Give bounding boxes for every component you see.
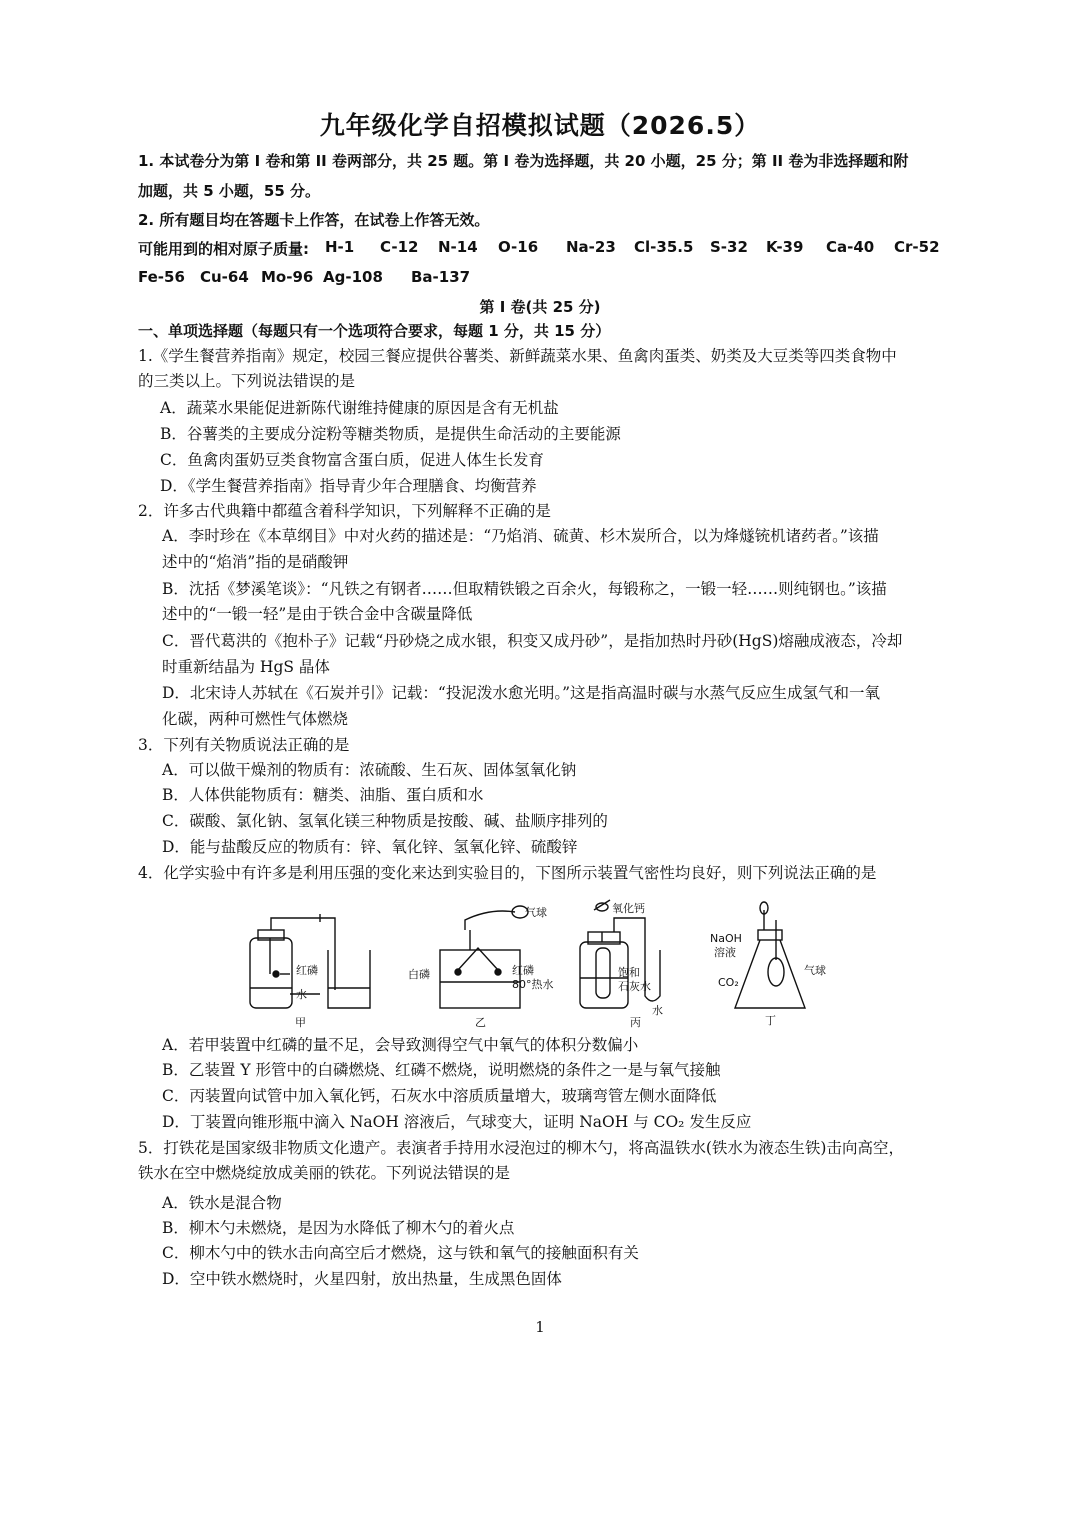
- label-ding-naoh: NaOH: [710, 932, 742, 945]
- label-bing: 丙: [630, 1016, 641, 1029]
- q2-option-b-line-2: 述中的“一锻一轻”是由于铁合金中含碳量降低: [162, 605, 473, 623]
- page-number: 1: [535, 1318, 545, 1336]
- q1-option-d: D．《学生餐营养指南》指导青少年合理膳食、均衡营养: [160, 477, 537, 495]
- label-bing-calcium-oxide: 氧化钙: [612, 902, 645, 915]
- instruction-line-3: 2. 所有题目均在答题卡上作答，在试卷上作答无效。: [138, 211, 490, 229]
- label-jia-water: 水: [296, 988, 307, 1001]
- apparatus-jia: [250, 914, 370, 1008]
- instruction-line-2: 加题，共 5 小题，55 分。: [138, 182, 320, 200]
- mass-item: Cl-35.5: [634, 238, 694, 256]
- masses-label: 可能用到的相对原子质量:: [138, 240, 309, 258]
- label-ding: 丁: [765, 1014, 776, 1027]
- mass-item: C-12: [380, 238, 419, 256]
- q2-option-b-line-1: B．沈括《梦溪笔谈》：“凡铁之有钢者……但取精铁锻之百余火，每锻称之，一锻一轻……则纯钢也。”该描: [162, 580, 887, 598]
- q1-option-b: B．谷薯类的主要成分淀粉等糖类物质，是提供生命活动的主要能源: [160, 425, 621, 443]
- q2-stem: 2．许多古代典籍中都蕴含着科学知识，下列解释不正确的是: [138, 502, 551, 520]
- label-jia-red-phosphorus: 红磷: [296, 964, 318, 977]
- q2-option-c-line-1: C．晋代葛洪的《抱朴子》记载“丹砂烧之成水银，积变又成丹砂”，是指加热时丹砂(HgS)熔融成液态，冷却: [162, 632, 903, 650]
- mass-item: Ca-40: [826, 238, 875, 256]
- q2-option-d-line-2: 化碳，两种可燃性气体燃烧: [162, 710, 349, 728]
- label-bing-water: 水: [652, 1004, 663, 1017]
- label-ding-balloon: 气球: [804, 964, 826, 977]
- label-yi: 乙: [475, 1016, 486, 1029]
- mass-item: O-16: [498, 238, 539, 256]
- q3-stem: 3．下列有关物质说法正确的是: [138, 736, 350, 754]
- mass-item: S-32: [710, 238, 748, 256]
- apparatus-figure: [230, 890, 850, 1030]
- mass-item: Ag-108: [323, 268, 383, 286]
- q5-option-c: C．柳木勺中的铁水击向高空后才燃烧，这与铁和氧气的接触面积有关: [162, 1244, 639, 1262]
- q3-option-d: D．能与盐酸反应的物质有：锌、氧化锌、氢氧化锌、硫酸锌: [162, 838, 578, 856]
- mass-item: Ba-137: [411, 268, 471, 286]
- label-ding-solution: 溶液: [714, 946, 736, 959]
- mass-item: Cu-64: [200, 268, 249, 286]
- mass-item: N-14: [438, 238, 478, 256]
- q3-option-a: A．可以做干燥剂的物质有：浓硫酸、生石灰、固体氢氧化钠: [162, 761, 577, 779]
- label-yi-white-phosphorus: 白磷: [408, 968, 430, 981]
- mass-item: Mo-96: [261, 268, 314, 286]
- mass-item: Fe-56: [138, 268, 185, 286]
- q4-option-a: A．若甲装置中红磷的量不足，会导致测得空气中氧气的体积分数偏小: [162, 1036, 639, 1054]
- q5-option-a: A．铁水是混合物: [162, 1194, 282, 1212]
- q3-option-c: C．碳酸、氯化钠、氢氧化镁三种物质是按酸、碱、盐顺序排列的: [162, 812, 608, 830]
- q5-stem-line-2: 铁水在空中燃烧绽放成美丽的铁花。下列说法错误的是: [138, 1164, 511, 1182]
- mass-item: H-1: [325, 238, 355, 256]
- q5-stem-line-1: 5．打铁花是国家级非物质文化遗产。表演者手持用水浸泡过的柳木勺，将高温铁水(铁水为液态生铁)击向高空，: [138, 1139, 904, 1157]
- label-yi-hot-water: 80°热水: [512, 978, 554, 991]
- label-bing-saturated: 饱和: [618, 966, 640, 979]
- apparatus-ding: [735, 902, 805, 1008]
- mass-item: K-39: [766, 238, 804, 256]
- q4-option-c: C．丙装置向试管中加入氧化钙，石灰水中溶质质量增大，玻璃弯管左侧水面降低: [162, 1087, 717, 1105]
- q4-option-b: B．乙装置 Y 形管中的白磷燃烧、红磷不燃烧，说明燃烧的条件之一是与氧气接触: [162, 1061, 721, 1079]
- q1-stem-line-2: 的三类以上。下列说法错误的是: [138, 372, 356, 390]
- label-ding-co2: CO₂: [718, 976, 739, 989]
- q1-stem-line-1: 1.《学生餐营养指南》规定，校园三餐应提供谷薯类、新鲜蔬菜水果、鱼禽肉蛋类、奶类及大豆类等四类食物中: [138, 347, 897, 365]
- q2-option-d-line-1: D．北宋诗人苏轼在《石炭并引》记载：“投泥泼水愈光明。”这是指高温时碳与水蒸气反应生成氢气和一氧: [162, 684, 881, 702]
- part-title: 一、单项选择题（每题只有一个选项符合要求，每题 1 分，共 15 分）: [138, 322, 611, 340]
- mass-item: Na-23: [566, 238, 616, 256]
- q2-option-c-line-2: 时重新结晶为 HgS 晶体: [162, 658, 330, 676]
- q4-option-d: D．丁装置向锥形瓶中滴入 NaOH 溶液后，气球变大，证明 NaOH 与 CO₂ 发生反应: [162, 1113, 752, 1131]
- exam-title: 九年级化学自招模拟试题（2026.5）: [319, 111, 761, 140]
- mass-item: Cr-52: [894, 238, 940, 256]
- q5-option-b: B．柳木勺未燃烧，是因为水降低了柳木勺的着火点: [162, 1219, 515, 1237]
- label-yi-red-phosphorus: 红磷: [512, 964, 534, 977]
- q5-option-d: D．空中铁水燃烧时，火星四射，放出热量，生成黑色固体: [162, 1270, 562, 1288]
- q3-option-b: B．人体供能物质有：糖类、油脂、蛋白质和水: [162, 786, 484, 804]
- q2-option-a-line-2: 述中的“焰消”指的是硝酸钾: [162, 553, 349, 571]
- instruction-line-1: 1. 本试卷分为第 I 卷和第 II 卷两部分，共 25 题。第 I 卷为选择题，共 20 小题，25 分；第 II 卷为非选择题和附: [138, 152, 909, 170]
- label-bing-limewater: 石灰水: [618, 980, 651, 993]
- q2-option-a-line-1: A．李时珍在《本草纲目》中对火药的描述是：“乃焰消、硫黄、杉木炭所合，以为烽燧铳机诸药者。”该描: [162, 527, 879, 545]
- q1-option-a: A．蔬菜水果能促进新陈代谢维持健康的原因是含有无机盐: [160, 399, 559, 417]
- label-jia: 甲: [295, 1016, 306, 1029]
- apparatus-yi: [440, 906, 528, 1008]
- q1-option-c: C．鱼禽肉蛋奶豆类食物富含蛋白质，促进人体生长发育: [160, 451, 544, 469]
- label-yi-balloon: 气球: [525, 906, 547, 919]
- q4-stem: 4．化学实验中有许多是利用压强的变化来达到实验目的，下图所示装置气密性均良好，则下列说法正确的是: [138, 864, 877, 882]
- section-title: 第 I 卷(共 25 分): [479, 298, 601, 316]
